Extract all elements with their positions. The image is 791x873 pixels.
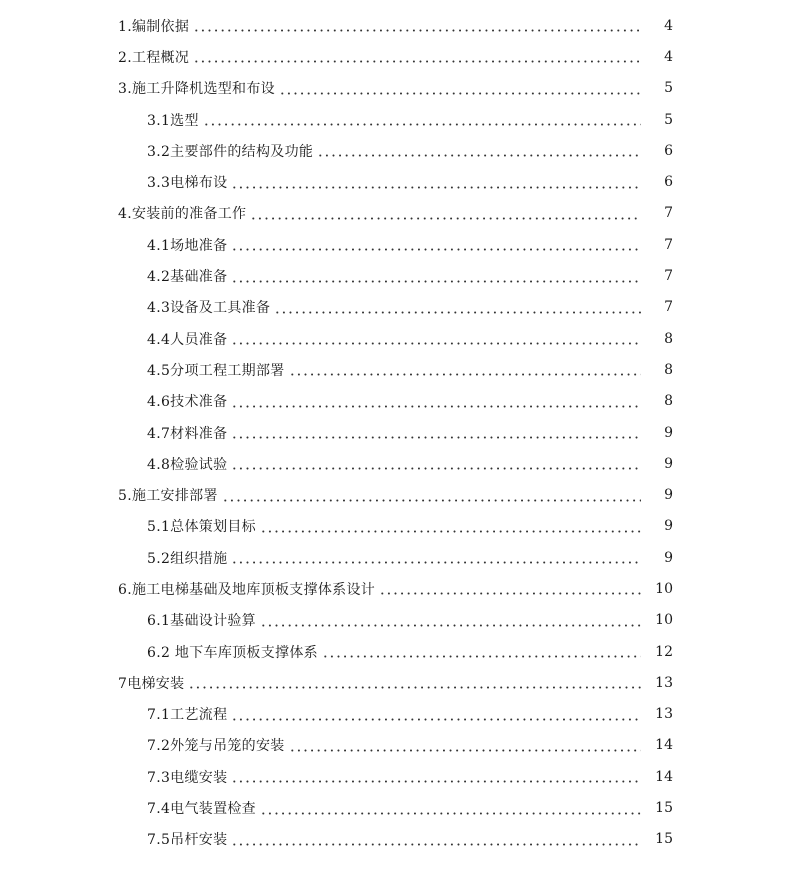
toc-subentry[interactable] [0,542,791,573]
toc-entry-page: 4 [664,17,673,34]
toc-entry-title: 7.5吊杆安装 [147,832,228,849]
toc-entry-title: 4.安装前的准备工作 [118,206,247,223]
dot-leader [193,29,641,32]
toc-entry-page: 8 [664,330,673,347]
toc-entry-page: 7 [664,299,673,316]
dot-leader [231,561,641,564]
dot-leader [231,405,641,408]
toc-subentry[interactable] [0,229,791,260]
toc-entry[interactable] [0,198,791,229]
dot-leader [260,624,641,627]
dot-leader [274,311,641,314]
toc-subentry[interactable] [0,824,791,855]
toc-subentry[interactable] [0,730,791,761]
toc-entry-title: 7电梯安装 [118,675,185,692]
toc-entry[interactable] [0,10,791,41]
toc-subentry[interactable] [0,699,791,730]
toc-entry-page: 5 [664,111,673,128]
toc-entry-page: 12 [655,643,673,660]
dot-leader [222,499,641,502]
toc-entry-page: 13 [655,706,673,723]
toc-subentry[interactable] [0,260,791,291]
toc-subentry[interactable] [0,135,791,166]
toc-entry-page: 9 [664,455,673,472]
toc-subentry[interactable] [0,792,791,823]
dot-leader [289,373,641,376]
toc-entry-title: 4.6技术准备 [147,394,228,411]
dot-leader [231,780,641,783]
toc-entry-page: 6 [664,174,673,191]
toc-entry-title: 3.施工升降机选型和布设 [118,81,275,98]
toc-entry-page: 10 [655,580,673,597]
toc-entry-page: 9 [664,549,673,566]
toc-entry-page: 9 [664,424,673,441]
toc-subentry[interactable] [0,104,791,135]
toc-entry[interactable] [0,667,791,698]
toc-entry-title: 7.3电缆安装 [147,769,228,786]
toc-entry-page: 9 [664,518,673,535]
dot-leader [231,843,641,846]
dot-leader [379,592,641,595]
toc-entry[interactable] [0,73,791,104]
dot-leader [231,280,641,283]
dot-leader [231,467,641,470]
dot-leader [322,655,641,658]
toc-entry-title: 7.4电气装置检查 [147,801,256,818]
toc-entry-title: 4.5分项工程工期部署 [147,362,285,379]
dot-leader [260,530,641,533]
toc-entry-title: 4.2基础准备 [147,269,228,286]
toc-entry-title: 4.4人员准备 [147,331,228,348]
toc-entry-page: 4 [664,48,673,65]
toc-subentry[interactable] [0,605,791,636]
toc-entry-title: 6.2 地下车库顶板支撑体系 [147,644,318,661]
toc-subentry[interactable] [0,761,791,792]
toc-entry-title: 7.1工艺流程 [147,707,228,724]
toc-entry-page: 8 [664,393,673,410]
toc-entry-title: 1.编制依据 [118,18,190,35]
dot-leader [203,123,641,126]
toc-subentry[interactable] [0,511,791,542]
toc-entry[interactable] [0,573,791,604]
dot-leader [317,154,641,157]
toc-entry-page: 5 [664,80,673,97]
toc-entry-title: 4.1场地准备 [147,237,228,254]
toc-entry-title: 7.2外笼与吊笼的安装 [147,738,285,755]
toc-entry-page: 9 [664,487,673,504]
toc-entry-title: 5.2组织措施 [147,550,228,567]
toc-entry-page: 7 [664,236,673,253]
toc-entry-title: 5.1总体策划目标 [147,519,256,536]
dot-leader [231,718,641,721]
toc-subentry[interactable] [0,354,791,385]
dot-leader [231,248,641,251]
toc-entry-title: 5.施工安排部署 [118,488,218,505]
toc-entry-page: 6 [664,142,673,159]
toc-entry-title: 6.1基础设计验算 [147,613,256,630]
toc-subentry[interactable] [0,417,791,448]
toc-entry-title: 4.3设备及工具准备 [147,300,271,317]
toc-entry-page: 15 [655,831,673,848]
toc-entry-page: 7 [664,205,673,222]
toc-entry-page: 10 [655,612,673,629]
toc-subentry[interactable] [0,448,791,479]
toc-entry-title: 2.工程概况 [118,49,190,66]
toc-entry-page: 8 [664,361,673,378]
toc-entry[interactable] [0,41,791,72]
toc-entry-title: 3.1选型 [147,112,199,129]
toc-entry-page: 14 [655,768,673,785]
toc-entry-title: 4.8检验试验 [147,456,228,473]
toc-entry-title: 3.2主要部件的结构及功能 [147,143,314,160]
dot-leader [231,436,641,439]
toc-subentry[interactable] [0,386,791,417]
dot-leader [231,342,641,345]
toc-entry-page: 14 [655,737,673,754]
dot-leader [250,217,641,220]
toc-entry-title: 6.施工电梯基础及地库顶板支撑体系设计 [118,581,376,598]
toc-entry-page: 7 [664,268,673,285]
table-of-contents [0,10,791,855]
dot-leader [231,186,641,189]
toc-entry[interactable] [0,479,791,510]
dot-leader [193,60,641,63]
dot-leader [188,686,641,689]
toc-subentry[interactable] [0,323,791,354]
dot-leader [279,92,641,95]
toc-subentry[interactable] [0,636,791,667]
toc-entry-title: 4.7材料准备 [147,425,228,442]
dot-leader [260,812,641,815]
toc-entry-page: 13 [655,674,673,691]
toc-entry-title: 3.3电梯布设 [147,175,228,192]
dot-leader [289,749,641,752]
toc-subentry[interactable] [0,292,791,323]
toc-entry-page: 15 [655,800,673,817]
toc-subentry[interactable] [0,166,791,197]
